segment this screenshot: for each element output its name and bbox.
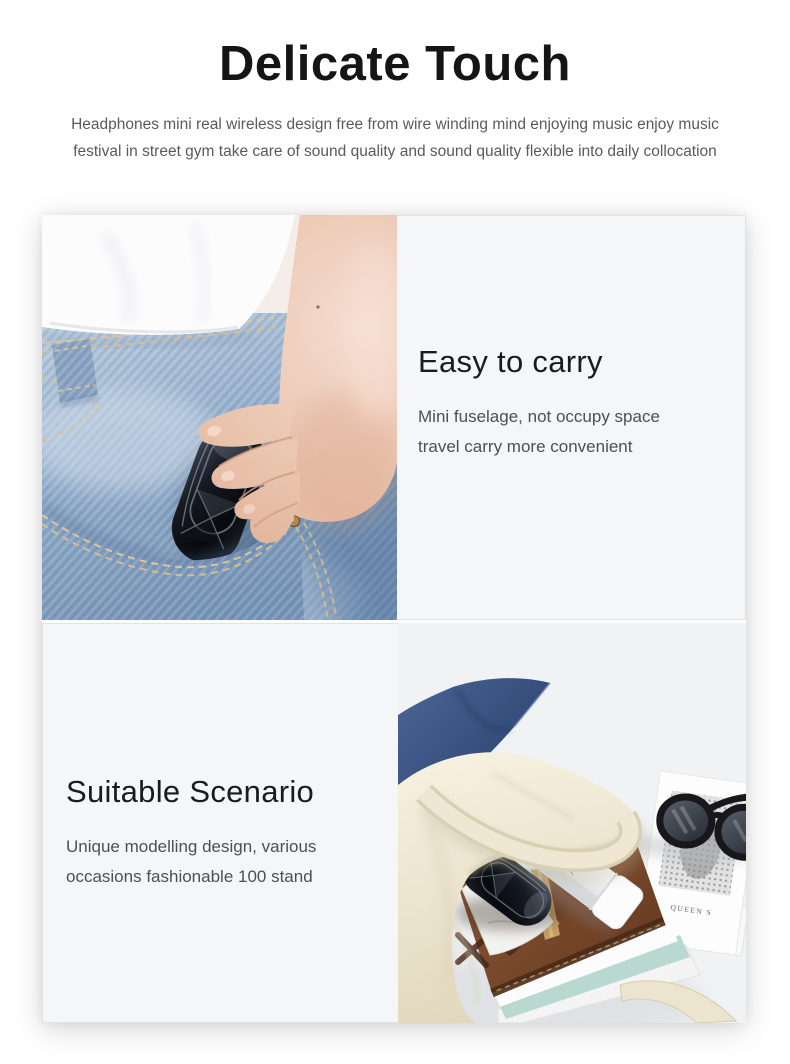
subtitle-line-1: Headphones mini real wireless design free from wire winding mind enjoying music enjoy music [71, 116, 719, 133]
suitable-scenario-body-line-2: occasions fashionable 100 stand [66, 867, 313, 886]
easy-to-carry-body [418, 402, 727, 462]
card-caption-text: QUEEN S [669, 902, 713, 918]
page-header [0, 0, 790, 165]
page-title: Delicate Touch [219, 37, 571, 91]
subtitle-line-2: festival in street gym take care of sound quality and sound quality flexible into daily collocation [73, 143, 717, 160]
suitable-scenario-body [66, 832, 384, 892]
easy-to-carry-body-line-1: Mini fuselage, not occupy space [418, 407, 660, 426]
suitable-scenario-body-line-1: Unique modelling design, various [66, 837, 317, 856]
easy-to-carry-heading: Easy to carry [418, 344, 603, 379]
bag-photo [398, 623, 746, 1023]
easy-to-carry-panel [397, 215, 746, 620]
section-suitable-scenario [42, 623, 746, 1023]
pocket-photo [42, 215, 397, 620]
suitable-scenario-panel [42, 623, 398, 1023]
pocket-photo-illustration [42, 215, 397, 620]
page-subtitle [0, 111, 790, 165]
easy-to-carry-body-line-2: travel carry more convenient [418, 437, 633, 456]
suitable-scenario-heading: Suitable Scenario [66, 774, 315, 809]
bag-photo-illustration [398, 623, 746, 1023]
section-easy-to-carry [42, 215, 746, 620]
content-sheet [42, 215, 746, 1023]
